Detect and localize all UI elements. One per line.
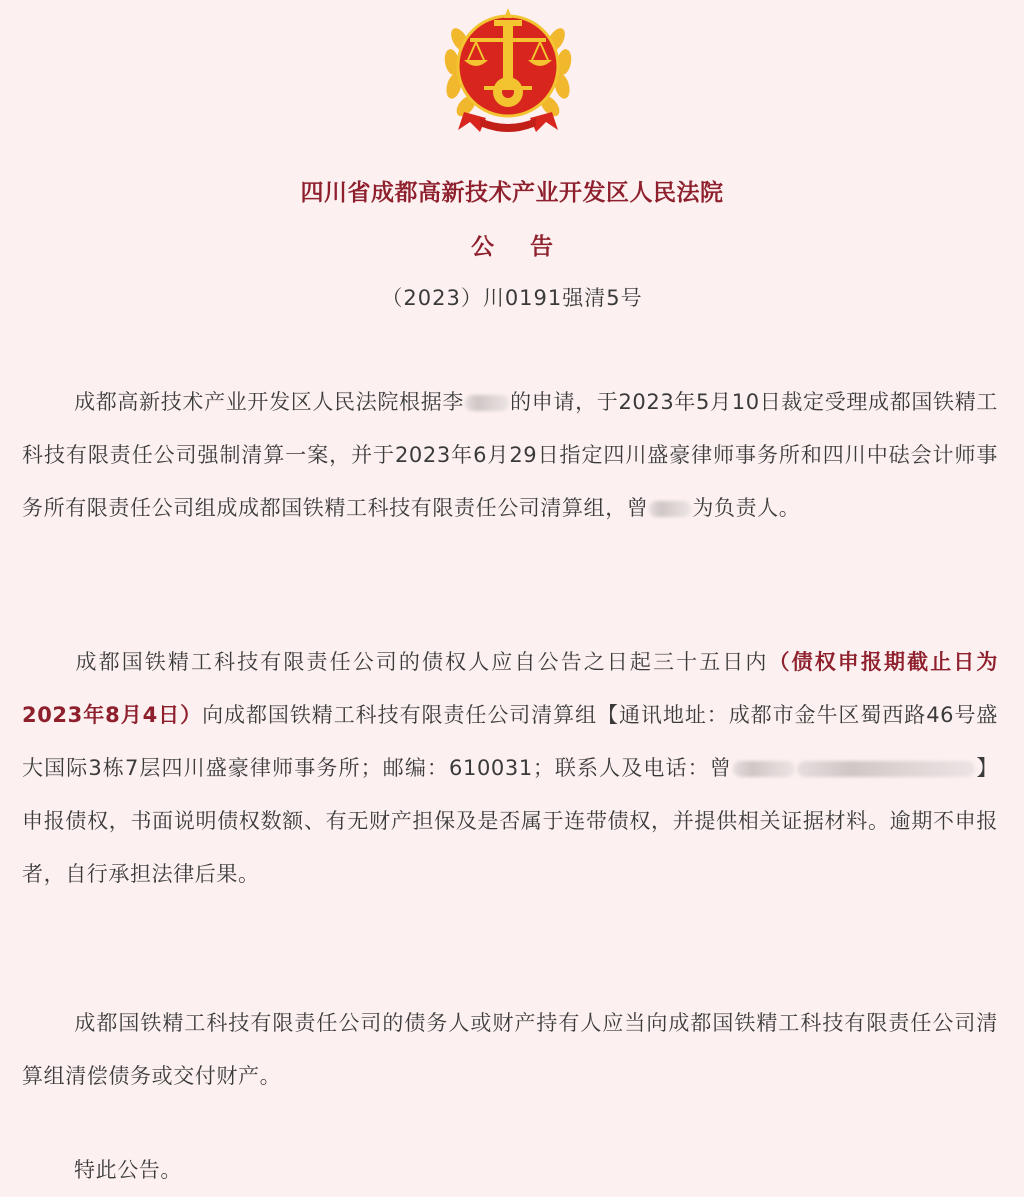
redacted-contact-name [733,761,795,777]
paragraph-text: 的申请，于2023年5月10日裁定受理成都国铁精工科技有限责任公司强制清算一案，并于2023年6月29日指定四川盛豪律师事务所和四川中砝会计师事务所有限责任公司组成成都国铁精工科技有限责任公司清算组，曾 [22,390,998,520]
paragraph-text: 成都高新技术产业开发区人民法院根据李 [74,390,465,414]
redacted-name [649,501,691,517]
closing-text: 特此公告。 [74,1158,182,1182]
court-name: 四川省成都高新技术产业开发区人民法院 [300,180,724,206]
paragraph-text: 】申报债权，书面说明债权数额、有无财产担保及是否属于连带债权，并提供相关证据材料。逾期不申报者，自行承担法律后果。 [22,756,998,886]
deadline-highlight: （债权申报期截止日为2023年8月4日） [22,650,998,727]
redacted-name [465,395,509,411]
paragraph-text: 成都国铁精工科技有限责任公司的债务人或财产持有人应当向成都国铁精工科技有限责任公司清算组清偿债务或交付财产。 [22,1011,998,1088]
paragraph-acceptance [22,376,998,535]
redacted-phone [797,761,975,777]
paragraph-text: 成都国铁精工科技有限责任公司的债权人应自公告之日起三十五日内 [74,650,769,674]
paragraph-closing [22,1144,998,1197]
case-number: （2023）川0191强清5号 [381,286,643,310]
paragraph-creditor-claims [22,636,998,901]
paragraph-debtors [22,997,998,1103]
paragraph-text: 为负责人。 [692,496,801,520]
court-emblem-icon [440,0,576,140]
notice-title: 公告 [471,234,589,260]
paragraph-text: 向成都国铁精工科技有限责任公司清算组【通讯地址：成都市金牛区蜀西路46号盛大国际3栋7层四川盛豪律师事务所；邮编：610031；联系人及电话：曾 [22,703,999,780]
